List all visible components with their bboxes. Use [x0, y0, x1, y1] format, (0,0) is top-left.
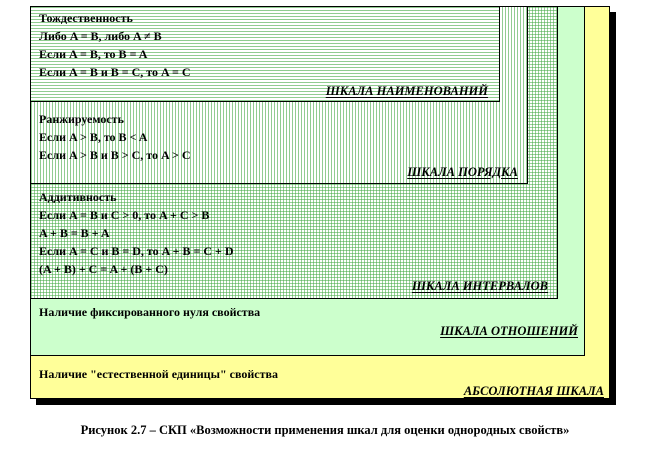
interval-rule: (A + B) + C = A + (B + C): [39, 262, 168, 276]
ordinal-scale-label: ШКАЛА ПОРЯДКА: [407, 165, 518, 179]
interval-rule: Если A = C и B = D, то A + B = C + D: [39, 244, 234, 258]
ratio-scale-label: ШКАЛА ОТНОШЕНИЙ: [440, 324, 578, 338]
ordinal-properties: [39, 110, 191, 164]
nominal-scale-label: ШКАЛА НАИМЕНОВАНИЙ: [325, 84, 488, 98]
ordinal-property-title: Ранжируемость: [39, 112, 124, 126]
interval-scale-label: ШКАЛА ИНТЕРВАЛОВ: [411, 279, 548, 293]
interval-properties: [39, 188, 234, 278]
absolute-scale-label: АБСОЛЮТНАЯ ШКАЛА: [463, 384, 604, 398]
absolute-properties: [39, 365, 278, 383]
nominal-rule: Либо A = B, либо A ≠ B: [39, 29, 162, 43]
nominal-rule: Если A = B, то B = A: [39, 47, 148, 61]
ordinal-rule: Если A > B, то B < A: [39, 130, 148, 144]
ratio-properties: [39, 303, 260, 321]
ratio-property: Наличие фиксированного нуля свойства: [39, 305, 261, 319]
absolute-shadow-right: [610, 12, 616, 405]
interval-rule: A + B = B + A: [39, 226, 110, 240]
nominal-property-title: Тождественность: [39, 11, 133, 25]
ordinal-rule: Если A > B и B > C, то A > C: [39, 148, 191, 162]
interval-rule: Если A = B и C > 0, то A + C > B: [39, 208, 210, 222]
figure-caption: Рисунок 2.7 – СКП «Возможности применения шкал для оценки однородных свойств»: [80, 423, 570, 437]
absolute-property: Наличие "естественной единицы" свойства: [39, 367, 278, 381]
interval-property-title: Аддитивность: [39, 190, 117, 204]
nominal-rule: Если A = B и B = C, то A = C: [39, 65, 191, 79]
nominal-properties: [39, 9, 191, 81]
absolute-shadow-bottom: [36, 399, 616, 405]
